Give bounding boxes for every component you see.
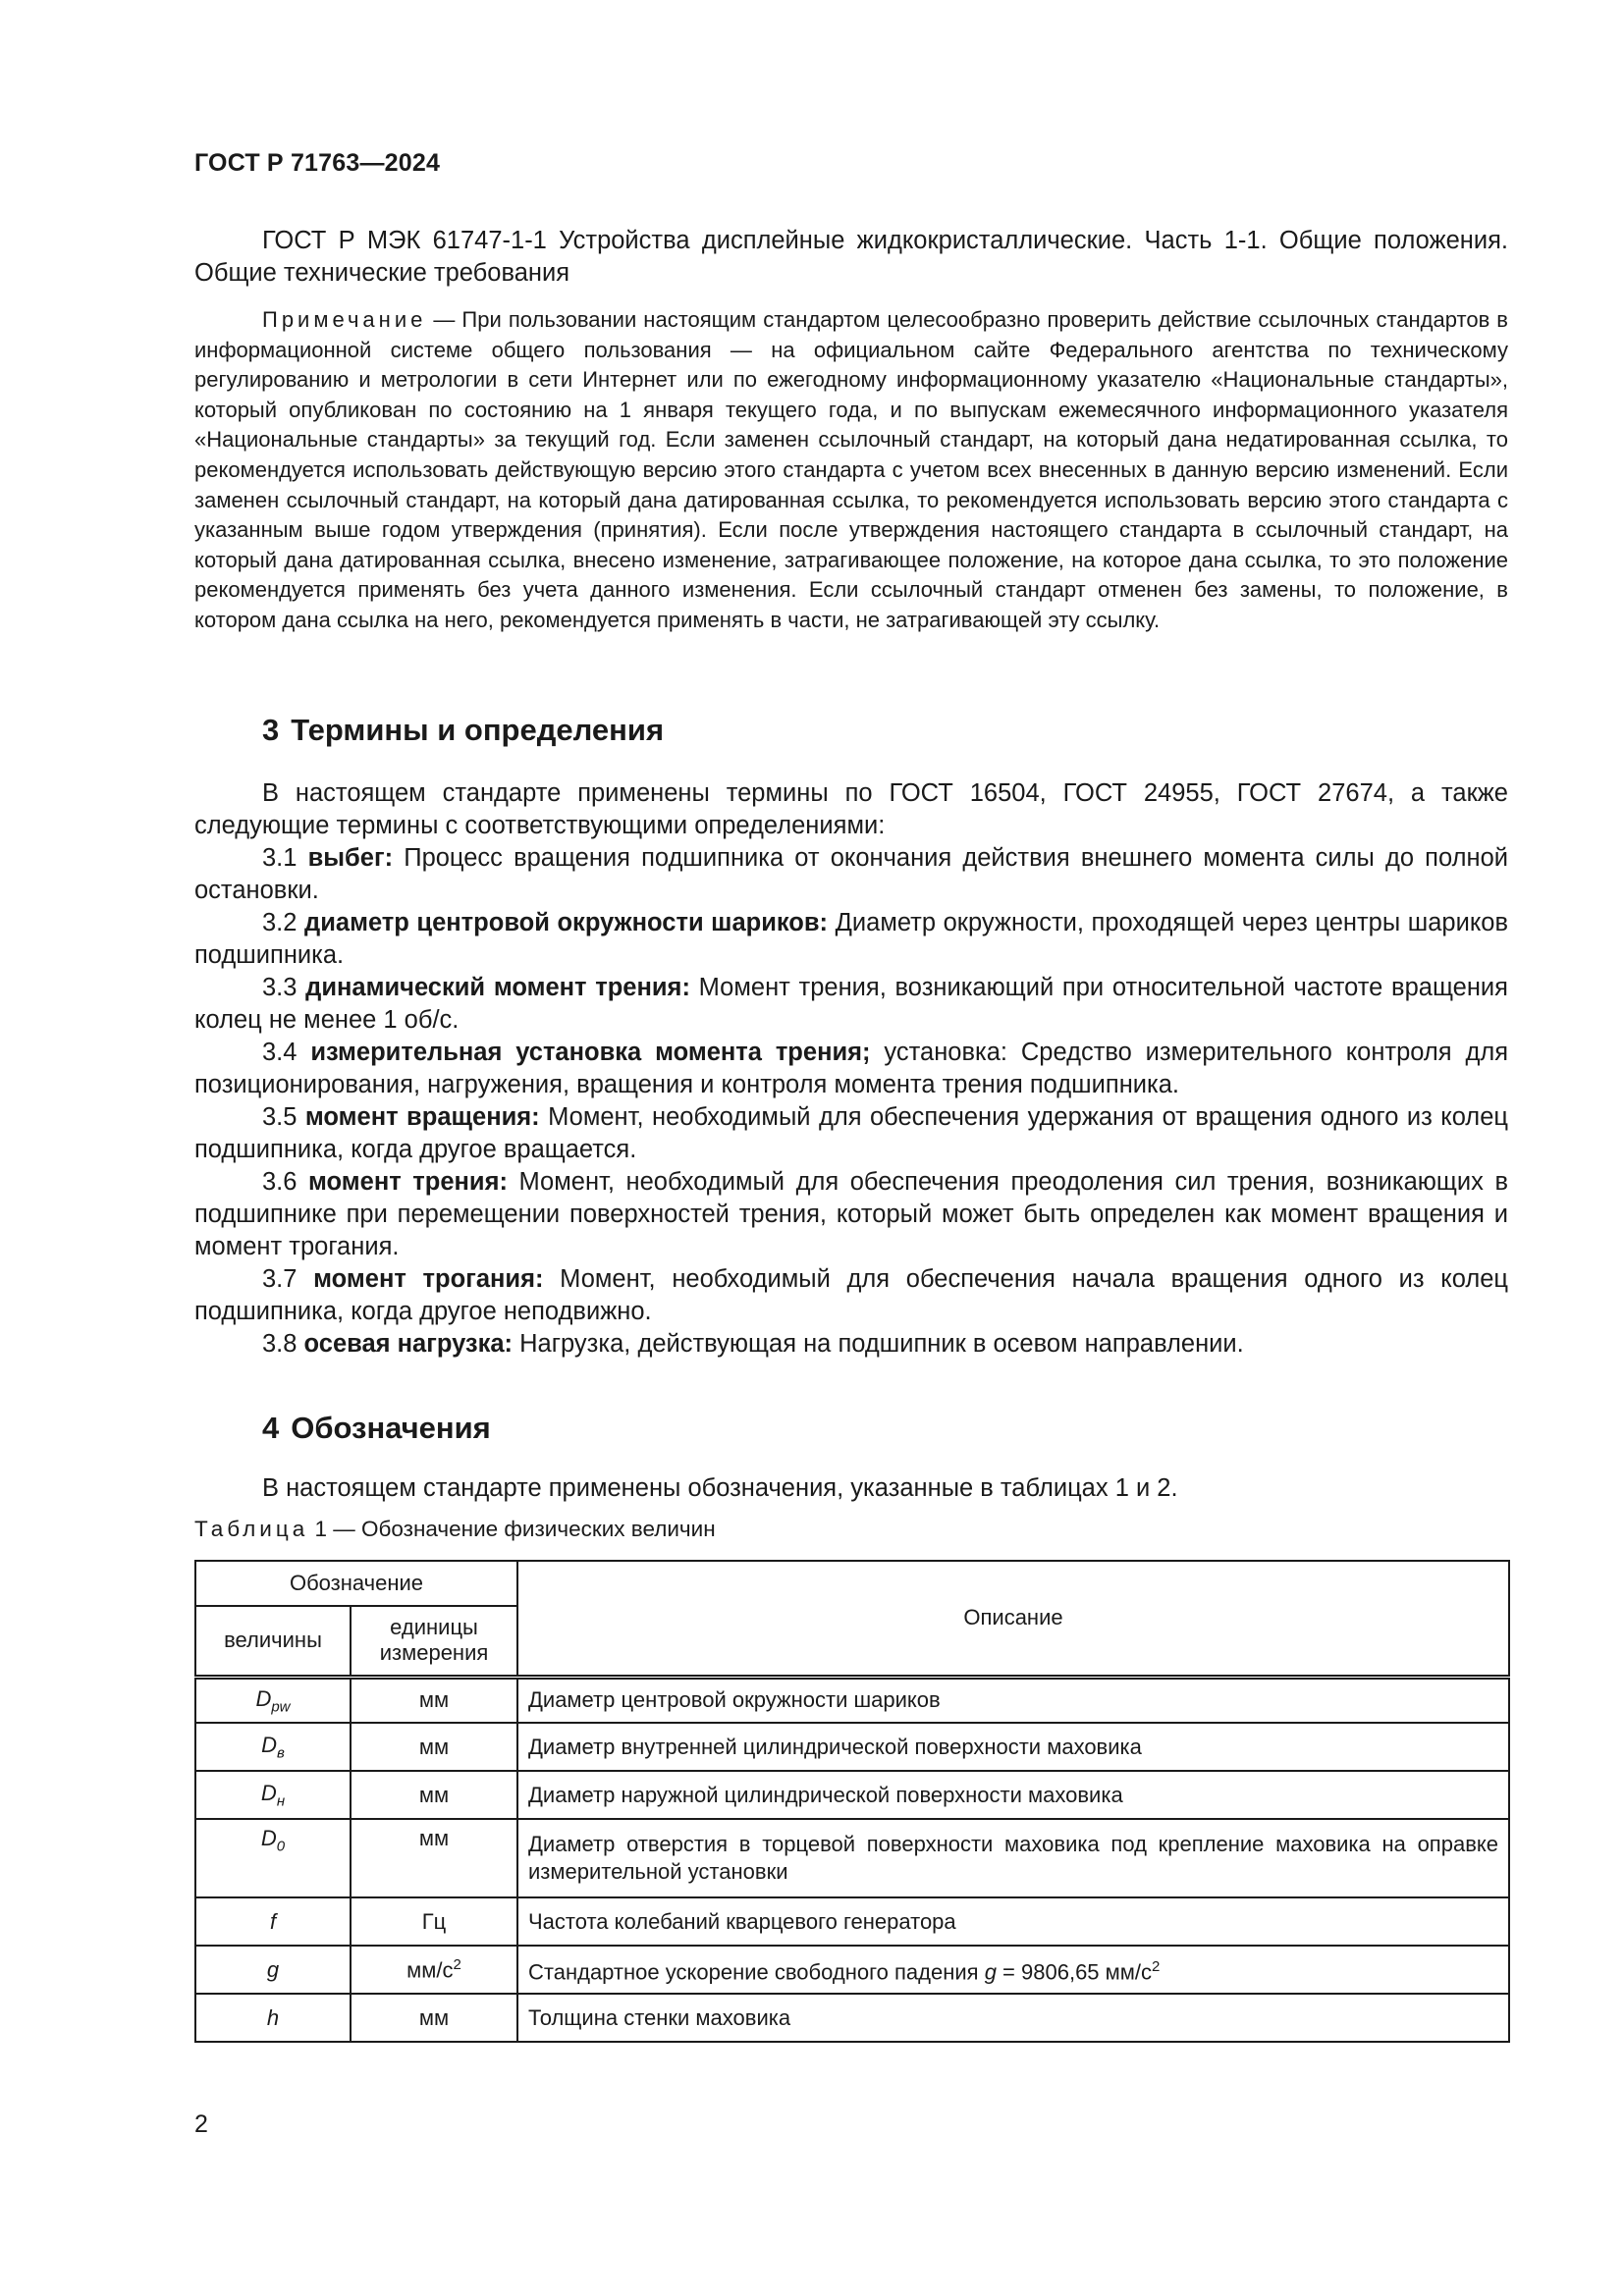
description-cell: Диаметр внутренней цилиндрической поверхности маховика bbox=[517, 1723, 1509, 1771]
unit-cell: Гц bbox=[351, 1897, 517, 1946]
term-definition: Момент, необходимый для обеспечения преодоления сил трения, возникающих в подшипнике при перемещении поверхностей трения, который может быть определен как момент вращения и момент трогания. bbox=[194, 1168, 1508, 1260]
term-definition: Момент, необходимый для обеспечения удержания от вращения одного из колец подшипника, когда другое вращается. bbox=[194, 1103, 1508, 1163]
section-4-number: 4 bbox=[262, 1411, 280, 1445]
table-row bbox=[195, 1946, 1509, 1994]
term-item: 3.2 диаметр центровой окружности шариков: Диаметр окружности, проходящей через центры шариков подшипника. bbox=[194, 909, 1508, 969]
description-cell: Толщина стенки маховика bbox=[517, 1994, 1509, 2042]
term-definition: Момент, необходимый для обеспечения начала вращения одного из колец подшипника, когда другое неподвижно. bbox=[194, 1265, 1508, 1325]
term-definition: Процесс вращения подшипника от окончания действия внешнего момента силы до полной остановки. bbox=[194, 844, 1508, 904]
description-cell: Диаметр отверстия в торцевой поверхности маховика под крепление маховика на оправке измерительной установки bbox=[517, 1819, 1509, 1897]
note-label: Примечание bbox=[262, 307, 427, 332]
unit-cell: мм bbox=[351, 1677, 517, 1723]
term-name: динамический момент трения: bbox=[305, 974, 690, 1001]
term-name: измерительная установка момента трения; bbox=[310, 1039, 871, 1066]
symbol-cell: f bbox=[195, 1897, 351, 1946]
symbol-cell: $D_{pw}$ bbox=[195, 1677, 351, 1723]
term-name: выбег: bbox=[307, 844, 394, 872]
term-name: осевая нагрузка: bbox=[303, 1330, 514, 1358]
term-item: 3.5 момент вращения: Момент, необходимый для обеспечения удержания от вращения одного из колец подшипника, когда другое вращается. bbox=[194, 1103, 1508, 1163]
description-cell: Частота колебаний кварцевого генератора bbox=[517, 1897, 1509, 1946]
term-name: момент вращения: bbox=[304, 1103, 540, 1131]
header-unit: единицы измерения bbox=[351, 1606, 517, 1677]
section-4-intro: В настоящем стандарте применены обозначения, указанные в таблицах 1 и 2. bbox=[262, 1474, 1178, 1502]
term-item: 3.7 момент трогания: Момент, необходимый для обеспечения начала вращения одного из колец подшипника, когда другое неподвижно. bbox=[194, 1265, 1508, 1325]
header-quantity: величины bbox=[195, 1606, 351, 1677]
symbol-cell: $D_н$ bbox=[195, 1771, 351, 1819]
section-3-heading bbox=[262, 713, 664, 748]
unit-cell: мм bbox=[351, 1723, 517, 1771]
table-row bbox=[195, 1771, 1509, 1819]
unit-cell: мм bbox=[351, 1994, 517, 2042]
description-cell: Диаметр наружной цилиндрической поверхности маховика bbox=[517, 1771, 1509, 1819]
term-name: момент трогания: bbox=[313, 1265, 544, 1293]
header-designation: Обозначение bbox=[195, 1561, 517, 1606]
table-header-row bbox=[195, 1561, 1509, 1606]
table-row bbox=[195, 1723, 1509, 1771]
symbols-table bbox=[194, 1560, 1510, 2043]
term-name: момент трения: bbox=[308, 1168, 508, 1196]
term-item: 3.4 измерительная установка момента трения; установка: Средство измерительного контроля для позиционирования, нагружения, вращения и контроля момента трения подшипника. bbox=[194, 1039, 1509, 1098]
unit-cell: мм bbox=[351, 1819, 517, 1897]
section-3-body bbox=[194, 777, 1508, 1361]
symbol-cell: $D_0$ bbox=[195, 1819, 351, 1897]
table-1-caption bbox=[194, 1517, 716, 1542]
table-row bbox=[195, 1897, 1509, 1946]
term-definition: Нагрузка, действующая на подшипник в осевом направлении. bbox=[519, 1330, 1244, 1358]
note-paragraph bbox=[194, 305, 1508, 636]
section-3-number: 3 bbox=[262, 713, 280, 747]
table-caption-label: Таблица bbox=[194, 1517, 309, 1541]
table-row bbox=[195, 1994, 1509, 2042]
table-row bbox=[195, 1819, 1509, 1897]
term-name: диаметр центровой окружности шариков: bbox=[304, 909, 829, 936]
description-cell: Стандартное ускорение свободного падения g = 9806,65 $мм/с^2$ bbox=[517, 1946, 1509, 1994]
symbol-cell: g bbox=[195, 1946, 351, 1994]
unit-cell: $мм/с^2$ bbox=[351, 1946, 517, 1994]
term-definition: установка: Средство измерительного контроля для позиционирования, нагружения, вращения и контроля момента трения подшипника. bbox=[194, 1039, 1509, 1098]
note-text: — При пользовании настоящим стандартом целесообразно проверить действие ссылочных стандартов в информационной системе общего пользования — на официальном сайте Федерального агентства по техническому регулированию и метрологии в сети Интернет или по ежегодному информационному указателю «Национальные стандарты», который опубликован по состоянию на 1 января текущего года, и по выпускам ежемесячного информационного указателя «Национальные стандарты» за текущий год. Если заменен ссылочный стандарт, на который дана недатированная ссылка, то рекомендуется использовать действующую версию этого стандарта с учетом всех внесенных в данную версию изменений. Если заменен ссылочный стандарт, на который дана датированная ссылка, то рекомендуется использовать версию этого стандарта с указанным выше годом утверждения (принятия). Если после утверждения настоящего стандарта в ссылочный стандарт, на который дана датированная ссылка, внесено изменение, затрагивающее положение, на которое дана ссылка, то это положение рекомендуется применять без учета данного изменения. Если ссылочный стандарт отменен без замены, то положение, в котором дана ссылка на него, рекомендуется применять в части, не затрагивающей эту ссылку. bbox=[194, 307, 1508, 632]
page-number: 2 bbox=[194, 2110, 208, 2138]
header-description: Описание bbox=[517, 1561, 1509, 1677]
section-4-heading bbox=[262, 1411, 491, 1446]
section-3-intro: В настоящем стандарте применены термины по ГОСТ 16504, ГОСТ 24955, ГОСТ 27674, а также следующие термины с соответствующими определениями: bbox=[194, 779, 1508, 839]
term-item: 3.6 момент трения: Момент, необходимый для обеспечения преодоления сил трения, возникающих в подшипнике при перемещении поверхностей трения, который может быть определен как момент вращения и момент трогания. bbox=[194, 1168, 1508, 1260]
description-cell: Диаметр центровой окружности шариков bbox=[517, 1677, 1509, 1723]
term-definition: Диаметр окружности, проходящей через центры шариков подшипника. bbox=[194, 909, 1508, 969]
section-3-title: Термины и определения bbox=[291, 713, 665, 747]
symbol-cell: h bbox=[195, 1994, 351, 2042]
term-item: 3.8 осевая нагрузка: Нагрузка, действующая на подшипник в осевом направлении. bbox=[262, 1330, 1244, 1358]
term-definition: Момент трения, возникающий при относительной частоте вращения колец не менее 1 об/с. bbox=[194, 974, 1508, 1034]
table-row bbox=[195, 1677, 1509, 1723]
term-item: 3.1 выбег: Процесс вращения подшипника от окончания действия внешнего момента силы до полной остановки. bbox=[194, 844, 1508, 904]
symbol-cell: $D_в$ bbox=[195, 1723, 351, 1771]
section-4-title: Обозначения bbox=[291, 1411, 491, 1445]
reference-item: ГОСТ Р МЭК 61747-1-1 Устройства дисплейные жидкокристаллические. Часть 1-1. Общие положения. Общие технические требования bbox=[194, 227, 1508, 287]
document-code-header: ГОСТ Р 71763—2024 bbox=[194, 149, 441, 177]
term-item: 3.3 динамический момент трения: Момент трения, возникающий при относительной частоте вращения колец не менее 1 об/с. bbox=[194, 974, 1508, 1034]
table-caption-text: 1 — Обозначение физических величин bbox=[308, 1517, 716, 1541]
unit-cell: мм bbox=[351, 1771, 517, 1819]
